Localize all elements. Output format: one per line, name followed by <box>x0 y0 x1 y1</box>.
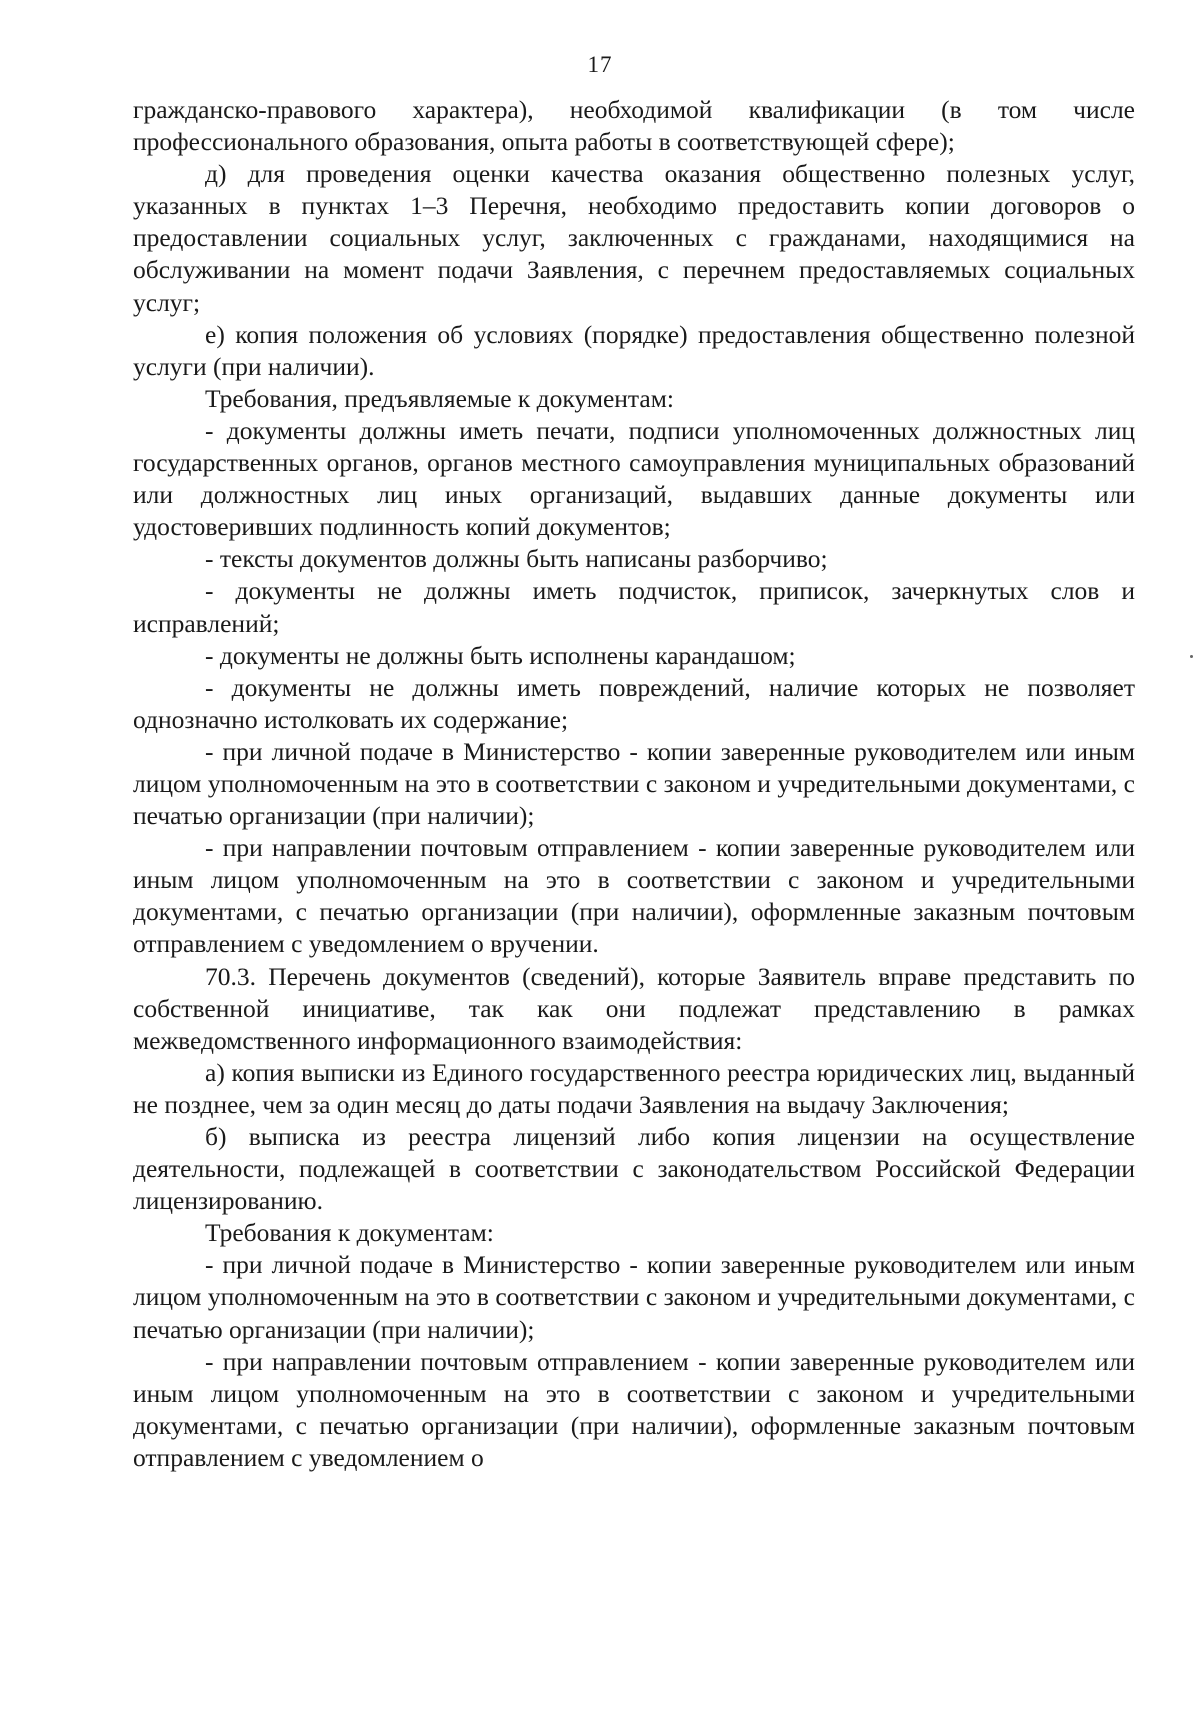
paragraph-requirements-heading: Требования, предъявляемые к документам: <box>205 383 674 413</box>
paragraph-section-70-3: 70.3. Перечень документов (сведений), которые Заявитель вправе представить по собственной инициативе, так как они подлежат представлению в рамках межведомственного информационного взаимодействия: <box>133 961 1135 1055</box>
paragraph-requirement-no-pencil: - документы не должны быть исполнены карандашом; <box>205 640 796 670</box>
paragraph-requirement-postal-submission-2: - при направлении почтовым отправлением - копии заверенные руководителем или иным лицом уполномоченным на это в соответствии с законом и учредительными документами, с печатью организации (при наличии), оформленные заказным почтовым отправлением с уведомлением о <box>133 1346 1135 1472</box>
paragraph-requirement-postal-submission: - при направлении почтовым отправлением - копии заверенные руководителем или иным лицом уполномоченным на это в соответствии с законом и учредительными документами, с печатью организации (при наличии), оформленные заказным почтовым отправлением с уведомлением о вручении. <box>133 833 1135 959</box>
paragraph-item-d: д) для проведения оценки качества оказания общественно полезных услуг, указанных в пунктах 1–3 Перечня, необходимо предоставить копии договоров о предоставлении социальных услуг, заключенных с гражданами, находящимися на обслуживании на момент подачи Заявления, с перечнем предоставляемых социальных услуг; <box>133 159 1135 317</box>
paragraph-continuation: гражданско-правового характера), необходимой квалификации (в том числе профессионального образования, опыта работы в соответствующей сфере); <box>133 95 1135 157</box>
document-body <box>133 94 1135 1474</box>
page-number: 17 <box>587 52 613 77</box>
paragraph-requirement-seals: - документы должны иметь печати, подписи уполномоченных должностных лиц государственных органов, органов местного самоуправления муниципальных образований или должностных лиц иных организаций, выдавших данные документы или удостоверивших подлинность копий документов; <box>133 415 1135 542</box>
paragraph-requirements-heading-2: Требования к документам: <box>205 1218 494 1248</box>
paragraph-requirement-legible: - тексты документов должны быть написаны разборчиво; <box>205 544 828 574</box>
scan-speck <box>1190 655 1193 658</box>
paragraph-item-a: а) копия выписки из Единого государственного реестра юридических лиц, выданный не позднее, чем за один месяц до даты подачи Заявления на выдачу Заключения; <box>133 1057 1135 1119</box>
paragraph-requirement-no-damage: - документы не должны иметь повреждений, наличие которых не позволяет однозначно истолковать их содержание; <box>133 672 1135 734</box>
paragraph-requirement-personal-submission-2: - при личной подаче в Министерство - копии заверенные руководителем или иным лицом уполномоченным на это в соответствии с законом и учредительными документами, с печатью организации (при наличии); <box>133 1250 1135 1344</box>
paragraph-item-b: б) выписка из реестра лицензий либо копия лицензии на осуществление деятельности, подлежащей в соответствии с законодательством Российской Федерации лицензированию. <box>133 1122 1135 1216</box>
paragraph-requirement-no-erasures: - документы не должны иметь подчисток, приписок, зачеркнутых слов и исправлений; <box>133 576 1135 638</box>
paragraph-requirement-personal-submission: - при личной подаче в Министерство - копии заверенные руководителем или иным лицом уполномоченным на это в соответствии с законом и учредительными документами, с печатью организации (при наличии); <box>133 736 1135 831</box>
paragraph-item-e: е) копия положения об условиях (порядке) предоставления общественно полезной услуги (при наличии). <box>133 319 1135 381</box>
